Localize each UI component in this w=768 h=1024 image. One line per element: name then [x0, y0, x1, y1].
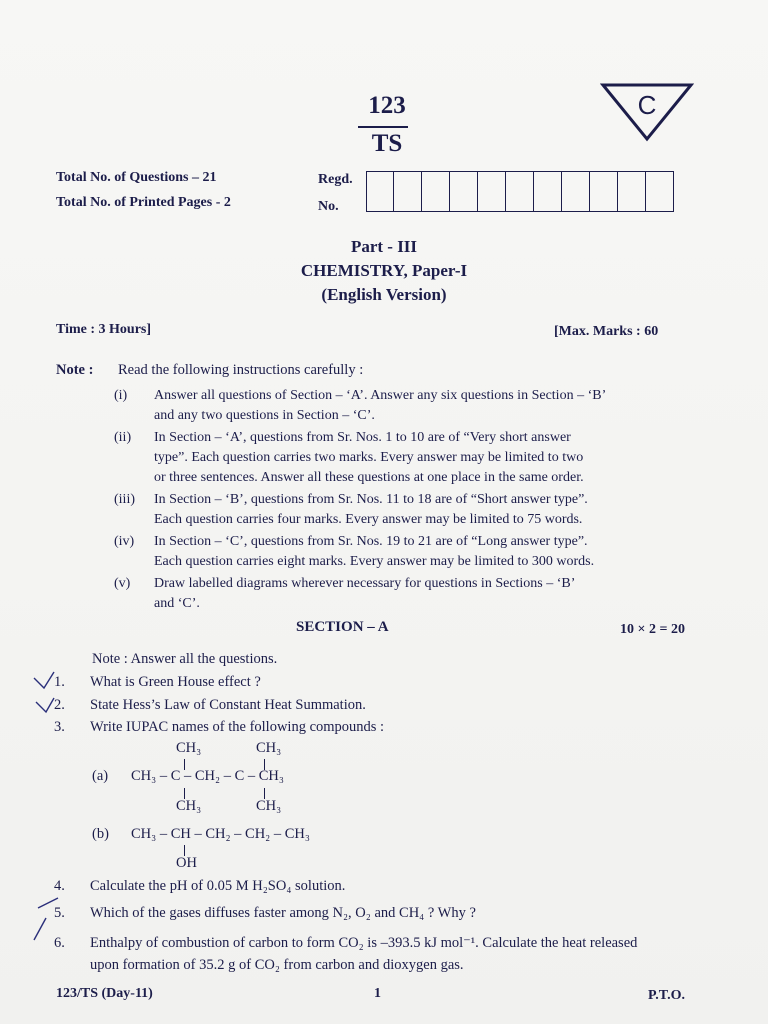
footer-code: 123/TS (Day-11) — [56, 986, 153, 1001]
instruction-line: type”. Each question carries two marks. Every answer may be limited to two — [154, 450, 584, 465]
instruction-item — [114, 490, 704, 530]
instruction-number: (iii) — [114, 492, 135, 507]
instruction-line: In Section – ‘C’, questions from Sr. Nos. 19 to 21 are of “Long answer type”. — [154, 534, 588, 549]
note-label: Note : — [56, 362, 94, 378]
instruction-line: and any two questions in Section – ‘C’. — [154, 408, 375, 423]
note-text: Read the following instructions carefully : — [118, 362, 364, 378]
regd-box — [618, 171, 646, 212]
section-a-note: Note : Answer all the questions. — [92, 651, 278, 667]
paper-code-number: 123 — [368, 92, 406, 119]
question-text: Which of the gases diffuses faster among N₂, O₂ and CH₄ ? Why ? — [90, 905, 476, 921]
instruction-item — [114, 386, 704, 426]
question-text: Calculate the pH of 0.05 M H₂SO₄ solution. — [90, 878, 346, 894]
section-a-title: SECTION – A — [296, 619, 389, 635]
subject-title: CHEMISTRY, Paper-I — [300, 261, 468, 280]
exam-time: Time : 3 Hours] — [56, 322, 152, 337]
question-number: 5. — [54, 905, 65, 921]
instruction-number: (i) — [114, 388, 128, 403]
part-title: Part - III — [350, 237, 418, 256]
question-number: 3. — [54, 719, 65, 735]
pto-label: P.T.O. — [648, 988, 685, 1003]
compound-a-top-methyl: CH₃ — [176, 740, 202, 756]
instruction-number: (iv) — [114, 534, 135, 549]
question-item — [54, 697, 714, 714]
compound-a-bottom-methyl: CH₃ — [176, 798, 202, 814]
question-text: Enthalpy of combustion of carbon to form CO₂ is –393.5 kJ mol⁻¹. Calculate the heat released upon formation of 35.2 g of CO₂ from carbon and dioxygen gas. — [90, 935, 638, 973]
question-text: What is Green House effect ? — [90, 674, 261, 690]
instruction-line: or three sentences. Answer all these questions at one place in the same order. — [154, 470, 584, 485]
instruction-line: Answer all questions of Section – ‘A’. Answer any six questions in Section – ‘B’ — [154, 388, 607, 403]
question-number: 4. — [54, 878, 65, 894]
instruction-line: and ‘C’. — [154, 596, 200, 611]
question-number: 1. — [54, 674, 65, 690]
compound-a-top-methyl: CH₃ — [256, 740, 282, 756]
instruction-line: In Section – ‘B’, questions from Sr. Nos. 11 to 18 are of “Short answer type”. — [154, 492, 588, 507]
instruction-line: In Section – ‘A’, questions from Sr. Nos. 1 to 10 are of “Very short answer — [154, 430, 571, 445]
total-pages: Total No. of Printed Pages - 2 — [56, 195, 231, 210]
instruction-number: (v) — [114, 576, 131, 591]
question-number: 6. — [54, 935, 65, 951]
question-text: State Hess’s Law of Constant Heat Summation. — [90, 697, 366, 713]
set-triangle-icon — [600, 82, 694, 142]
question-item — [54, 674, 714, 691]
fraction-line — [358, 126, 408, 128]
regd-box — [450, 171, 478, 212]
compound-a-label: (a) — [92, 768, 109, 784]
version-title: (English Version) — [321, 285, 447, 304]
regd-box — [506, 171, 534, 212]
instruction-item — [114, 532, 704, 572]
question-text: Write IUPAC names of the following compounds : — [90, 719, 385, 735]
regd-box — [562, 171, 590, 212]
question-item — [54, 932, 664, 976]
instruction-item — [114, 428, 704, 488]
regd-box — [366, 171, 394, 212]
regd-box — [422, 171, 450, 212]
compound-b-formula: CH₃ – CH – CH₂ – CH₂ – CH₃ — [131, 826, 310, 842]
instruction-item — [114, 574, 704, 614]
page-number: 1 — [374, 986, 381, 1001]
question-item — [54, 905, 714, 922]
instruction-line: Each question carries eight marks. Every answer may be limited to 300 words. — [154, 554, 595, 569]
max-marks: [Max. Marks : 60 — [554, 324, 659, 339]
regd-box — [394, 171, 422, 212]
no-label: No. — [318, 199, 339, 214]
set-letter: C — [637, 90, 657, 120]
compound-a-bottom-methyl: CH₃ — [256, 798, 282, 814]
compound-a-formula: CH₃ – C – CH₂ – C – CH₃ — [131, 768, 284, 784]
pen-marks — [30, 668, 70, 948]
instruction-line: Draw labelled diagrams wherever necessary for questions in Sections – ‘B’ — [154, 576, 576, 591]
regd-label: Regd. — [318, 172, 353, 187]
compound-b-substituent: OH — [176, 855, 197, 871]
instruction-line: Each question carries four marks. Every answer may be limited to 75 words. — [154, 512, 583, 527]
instruction-number: (ii) — [114, 430, 132, 445]
section-a-marks: 10 × 2 = 20 — [620, 622, 685, 637]
question-item — [54, 878, 714, 895]
regd-box — [534, 171, 562, 212]
regd-box — [590, 171, 618, 212]
regd-box — [646, 171, 674, 212]
regd-box — [478, 171, 506, 212]
total-questions: Total No. of Questions – 21 — [56, 170, 217, 185]
question-item — [54, 719, 714, 736]
compound-b-label: (b) — [92, 826, 109, 842]
regd-number-boxes — [366, 171, 674, 212]
paper-code-stream: TS — [371, 130, 403, 157]
question-number: 2. — [54, 697, 65, 713]
